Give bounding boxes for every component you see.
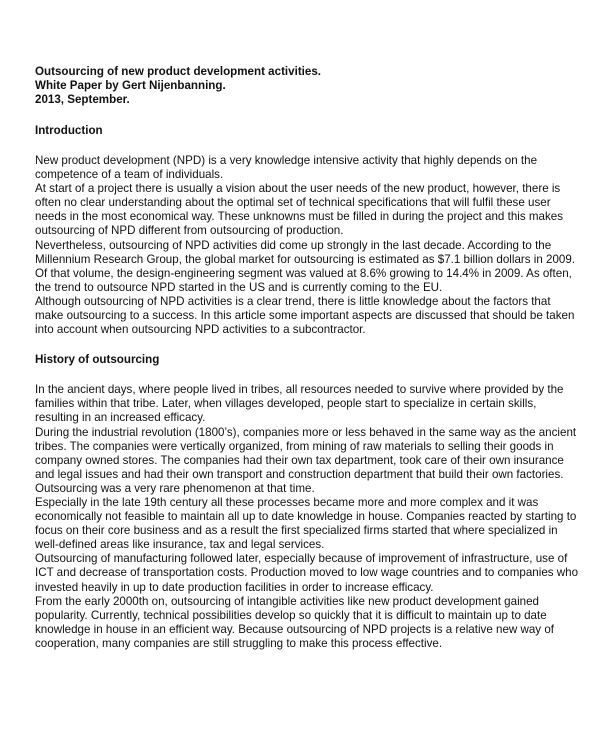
document-date: 2013, September.	[35, 93, 130, 106]
paragraph: In the ancient days, where people lived in tribes, all resources needed to survive where provided by the families within that tribe. Later, when villages developed, people start to specialize in certain skills, resulting in an increased efficacy.	[35, 383, 564, 425]
section-spacer	[35, 337, 580, 353]
paragraph: From the early 2000th on, outsourcing of intangible activities like new product development gained popularity. Currently, technical possibilities develop so quickly that it is difficult to maintain up to date knowledge in house in an efficient way. Because outsourcing of NPD projects is a relative new way of cooperation, many companies are still struggling to make this process effective.	[35, 594, 554, 650]
section-body	[35, 383, 580, 651]
paragraph: Although outsourcing of NPD activities is a clear trend, there is little knowledge about the factors that make outsourcing to a success. In this article some important aspects are discussed that should be taken into account when outsourcing NPD activities to a subcontractor.	[35, 294, 575, 337]
document-title: Outsourcing of new product development activities.	[35, 65, 322, 78]
document-author: White Paper by Gert Nijenbanning.	[35, 79, 226, 92]
paragraph: During the industrial revolution (1800’s), companies more or less behaved in the same way as the ancient tribes. The companies were vertically organized, from mining of raw materials to selling their goods in company owned stores. The companies had their own tax department, took care of their own insurance and legal issues and had their own transport and construction department that build their own factories. Outsourcing was a very rare phenomenon at that time.	[35, 425, 577, 495]
section-introduction	[35, 124, 580, 337]
document-header	[35, 65, 580, 107]
paragraph: New product development (NPD) is a very knowledge intensive activity that highly depends on the competence of a team of individuals.	[35, 154, 538, 182]
section-history-of-outsourcing	[35, 353, 580, 651]
section-heading: Introduction	[35, 124, 103, 137]
section-body	[35, 154, 580, 337]
paragraph: Especially in the late 19th century all these processes became more and more complex and it was economically not feasible to maintain all up to date knowledge in house. Companies reacted by starting to focus on their core business and as a result the first specialized firms started that where specialized in well-defined areas like insurance, tax and legal services.	[35, 495, 577, 552]
paragraph: Outsourcing of manufacturing followed later, especially because of improvement of infrastructure, use of ICT and decrease of transportation costs. Production moved to low wage countries and to companies who invested heavily in up to date production facilities in order to increase efficacy.	[35, 552, 579, 594]
paragraph: Nevertheless, outsourcing of NPD activities did come up strongly in the last decade. According to the Millennium Research Group, the global market for outsourcing is estimated as $7.1 billion dollars in 2009. Of that volume, the design-engineering segment was valued at 8.6% growing to 14.4% in 2009. As often, the trend to outsource NPD started in the US and is currently coming to the EU.	[35, 238, 576, 294]
section-heading: History of outsourcing	[35, 353, 160, 367]
paragraph: At start of a project there is usually a vision about the user needs of the new product, however, there is often no clear understanding about the optimal set of technical specifications that will fulfil these user needs in the most economical way. These unknowns must be filled in during the project and this makes outsourcing of NPD different from outsourcing of production.	[35, 182, 564, 238]
